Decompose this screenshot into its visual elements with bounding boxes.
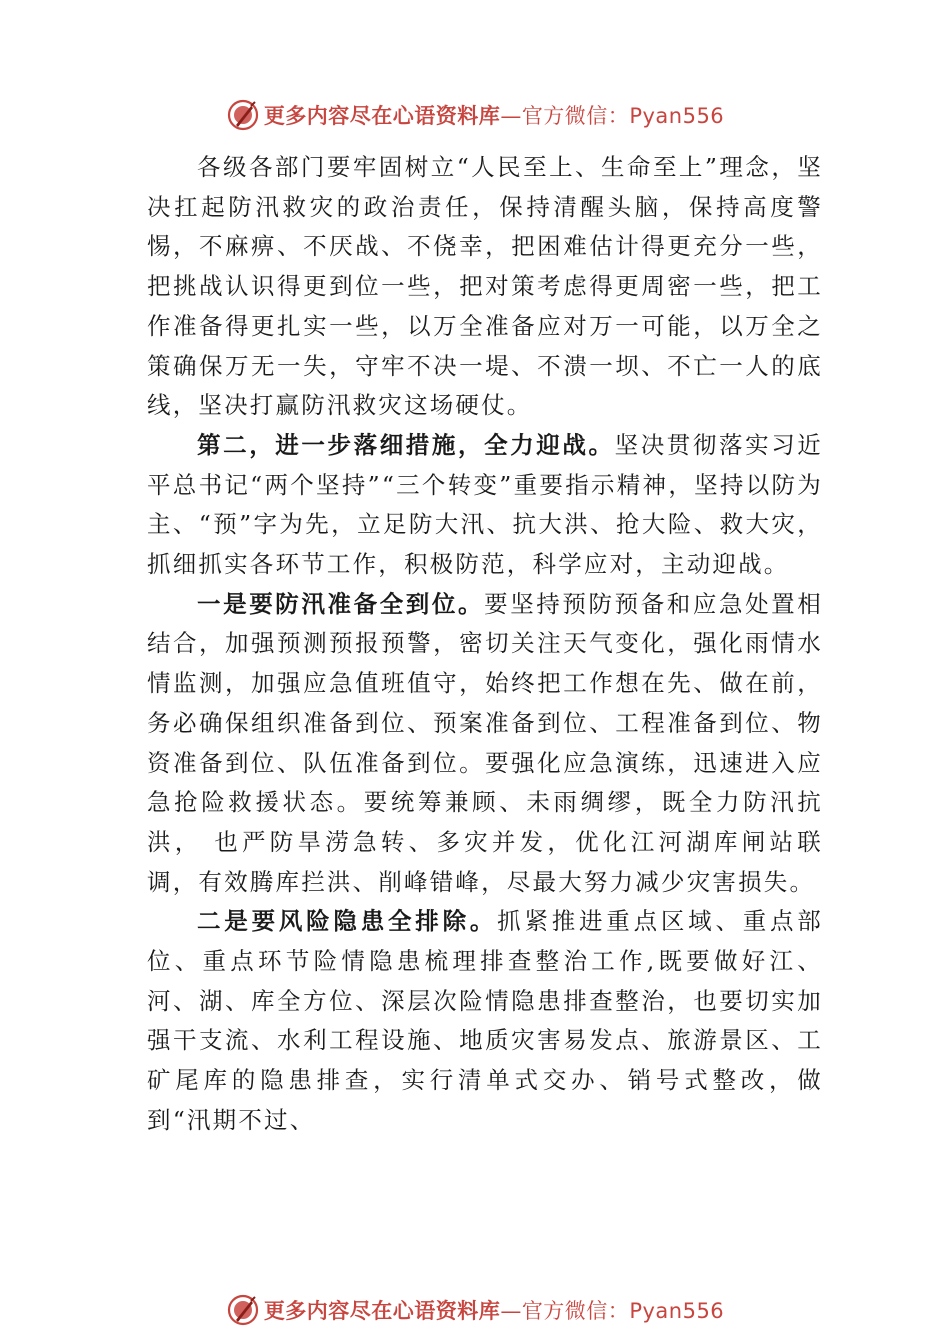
paragraph-4 [147,902,823,1140]
banner-separator: — [500,1299,522,1323]
banner-wechat-id: Pyan556 [629,104,725,128]
paragraph-4-heading: 二是要风险隐患全排除。 [197,907,498,936]
quill-pen-seal-icon [226,1293,260,1327]
header-banner [0,95,950,135]
paragraph-2-heading: 第二，进一步落细措施，全力迎战。 [197,430,615,459]
banner-text [264,100,724,130]
paragraph-2-text: 坚决贯彻落实习近平总书记“两个坚持”“三个转变”重要指示精神，坚持以防为主、“预”字为先，立足防大汛、抗大洪、抢大险、救大灾，抓细抓实各环节工作，积极防范，科学应对，主动迎战。 [147,430,823,579]
banner-text [264,1295,724,1325]
banner-wechat-label: 官方微信： [521,104,630,128]
paragraph-3-text: 要坚持预防预备和应急处置相结合，加强预测预报预警，密切关注天气变化，强化雨情水情监测，加强应急值班值守，始终把工作想在先、做在前， 务必确保组织准备到位、预案准备到位、工程准备到位、物资准备到位、队伍准备到位。要强化应急演练，迅速进入应急抢险救援状态。要统筹兼顾、未雨绸缪，既全力防汛抗洪， 也严防旱涝急转、多灾并发，优化江河湖库闸站联调，有效腾库拦洪、削峰错峰，尽最大努力减少灾害损失。 [147,589,823,896]
paragraph-2 [147,426,823,585]
banner-brand: 更多内容尽在心语资料库 [263,104,501,128]
paragraph-3 [147,585,823,903]
paragraph-3-heading: 一是要防汛准备全到位。 [197,589,485,618]
banner-brand: 更多内容尽在心语资料库 [263,1299,501,1323]
banner-separator: — [500,104,522,128]
footer-banner [0,1290,950,1330]
document-body [147,148,823,1141]
paragraph-4-text: 抓紧推进重点区域、重点部位、重点环节险情隐患梳理排查整治工作,既要做好江、河、湖、库全方位、深层次险情隐患排查整治，也要切实加强干支流、水利工程设施、地质灾害易发点、旅游景区、工矿尾库的隐患排查，实行清单式交办、销号式整改，做到“汛期不过、 [147,907,824,1134]
paragraph-1 [147,148,823,426]
quill-pen-seal-icon [226,98,260,132]
banner-wechat-label: 官方微信： [521,1299,630,1323]
banner-wechat-id: Pyan556 [629,1299,725,1323]
paragraph-1-text: 各级各部门要牢固树立“人民至上、生命至上”理念，坚决扛起防汛救灾的政治责任，保持清醒头脑，保持高度警惕，不麻痹、不厌战、不侥幸，把困难估计得更充分一些， 把挑战认识得更到位一些，把对策考虑得更周密一些，把工作准备得更扎实一些，以万全准备应对万一可能，以万全之策确保万无一失，守牢不决一堤、不溃一坝、不亡一人的底线，坚决打赢防汛救灾这场硬仗。 [147,153,823,420]
